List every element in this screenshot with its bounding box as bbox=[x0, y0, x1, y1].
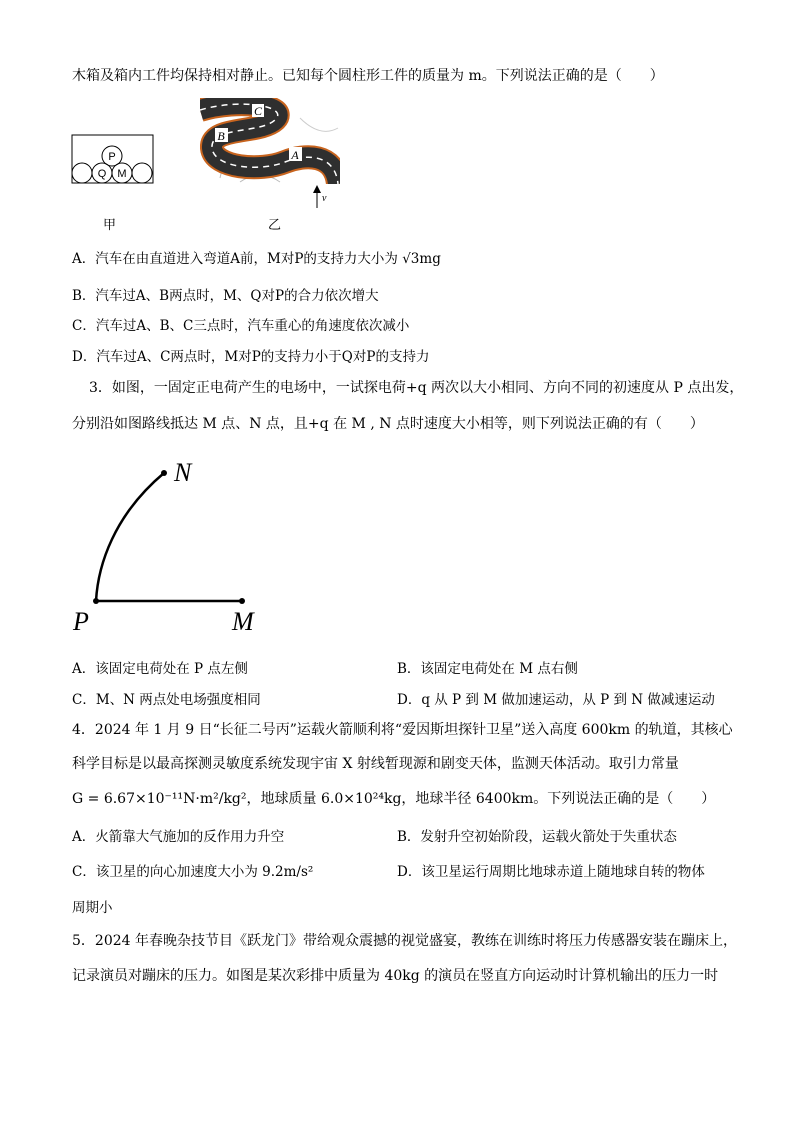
circle-q-label: Q bbox=[97, 168, 107, 180]
point-b-label: B bbox=[217, 129, 225, 143]
circle-p-label: P bbox=[108, 151, 116, 163]
circle-m-label: M bbox=[117, 168, 127, 180]
q4-stem-line1: 4．2024 年 1 月 9 日“长征二号丙”运载火箭顺利将“爱因斯坦探针卫星”送入高度 600km 的轨道，其核心 bbox=[72, 722, 733, 738]
point-a-label: A bbox=[291, 148, 299, 162]
figure-yi-road bbox=[200, 98, 340, 210]
q2-option-b: B．汽车过A、B两点时，M、Q对P的合力依次增大 bbox=[72, 288, 379, 304]
q4-stem-line2: 科学目标是以最高探测灵敏度系统发现宇宙 X 射线暂现源和剧变天体，监测天体活动。取引力常量 bbox=[72, 756, 679, 772]
point-c-label: C bbox=[253, 104, 263, 118]
q5-stem-line1: 5．2024 年春晚杂技节目《跃龙门》带给观众震撼的视觉盛宴，教练在训练时将压力传感器安装在蹦床上， bbox=[72, 933, 737, 949]
q4-option-b: B．发射升空初始阶段，运载火箭处于失重状态 bbox=[397, 829, 677, 845]
figure-jia bbox=[70, 134, 156, 186]
q3-option-b: B．该固定电荷处在 M 点右侧 bbox=[397, 661, 578, 677]
figure-jia-caption: 甲 bbox=[103, 218, 117, 233]
q3-option-c: C．M、N 两点处电场强度相同 bbox=[72, 692, 261, 708]
figure-yi-caption: 乙 bbox=[268, 218, 282, 233]
point-m-label: M bbox=[232, 607, 254, 636]
q3-option-d: D．q 从 P 到 M 做加速运动，从 P 到 N 做减速运动 bbox=[397, 692, 715, 708]
q2-option-d: D．汽车过A、C两点时，M对P的支持力小于Q对P的支持力 bbox=[72, 349, 430, 365]
q4-option-c: C．该卫星的向心加速度大小为 9.2m/s² bbox=[72, 864, 314, 880]
velocity-label: v bbox=[322, 193, 327, 204]
q3-option-a: A．该固定电荷处在 P 点左侧 bbox=[72, 661, 248, 677]
figure-pmn bbox=[70, 455, 270, 640]
q4-option-a: A．火箭靠大气施加的反作用力升空 bbox=[72, 829, 285, 845]
q3-stem-line1: 3．如图，一固定正电荷产生的电场中，一试探电荷+q 两次以大小相同、方向不同的初速度从 P 点出发， bbox=[89, 380, 744, 396]
q4-option-d: D．该卫星运行周期比地球赤道上随地球自转的物体 bbox=[397, 864, 705, 880]
q2-option-c: C．汽车过A、B、C三点时，汽车重心的角速度依次减小 bbox=[72, 318, 410, 334]
q4-stem-line3: G = 6.67×10⁻¹¹N·m²/kg²，地球质量 6.0×10²⁴kg，地球半径 6400km。下列说法正确的是（ ） bbox=[72, 791, 716, 807]
point-p-label: P bbox=[73, 607, 89, 636]
q2-option-a: A．汽车在由直道进入弯道A前，M对P的支持力大小为 √3mg bbox=[72, 251, 441, 267]
q2-intro: 木箱及箱内工件均保持相对静止。已知每个圆柱形工件的质量为 m。下列说法正确的是（ ） bbox=[72, 68, 664, 84]
point-n-label: N bbox=[174, 458, 192, 487]
q4-option-d-continued: 周期小 bbox=[72, 900, 113, 916]
q5-stem-line2: 记录演员对蹦床的压力。如图是某次彩排中质量为 40kg 的演员在竖直方向运动时计算机输出的压力一时 bbox=[72, 968, 719, 984]
q3-stem-line2: 分别沿如图路线抵达 M 点、N 点，且+q 在 M , N 点时速度大小相等，则下列说法正确的有（ ） bbox=[72, 416, 704, 432]
